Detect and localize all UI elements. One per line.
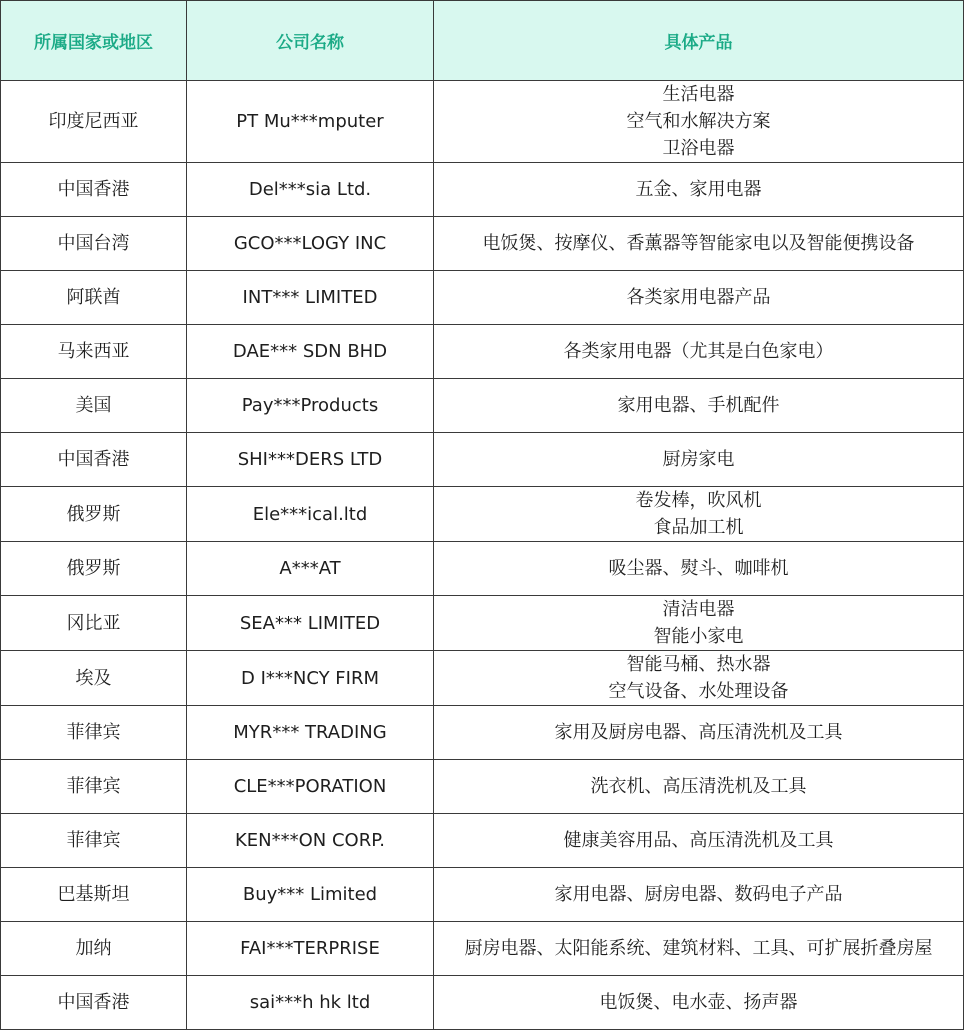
product-line: 吸尘器、熨斗、咖啡机 [608,558,789,579]
product-line: 电饭煲、按摩仪、香薰器等智能家电以及智能便携设备 [482,233,915,254]
table-row [1,868,964,922]
region-cell: 菲律宾 [1,706,187,760]
table-row [1,651,964,706]
products-cell [434,217,964,271]
products-cell [434,976,964,1030]
company-cell: SEA*** LIMITED [187,596,434,651]
product-line: 空气设备、水处理设备 [608,681,789,702]
region-cell: 菲律宾 [1,814,187,868]
company-cell: Buy*** Limited [187,868,434,922]
product-line: 清洁电器 [662,599,735,620]
products-cell [434,433,964,487]
table-row [1,81,964,163]
product-line: 厨房电器、太阳能系统、建筑材料、工具、可扩展折叠房屋 [464,938,933,959]
company-cell: KEN***ON CORP. [187,814,434,868]
products-cell [434,651,964,706]
product-line: 各类家用电器（尤其是白色家电） [563,341,834,362]
header-products: 具体产品 [434,1,964,81]
company-cell: Pay***Products [187,379,434,433]
product-line: 各类家用电器产品 [626,287,771,308]
products-cell [434,325,964,379]
product-line: 空气和水解决方案 [626,111,771,132]
region-cell: 埃及 [1,651,187,706]
company-cell: MYR*** TRADING [187,706,434,760]
table-row [1,706,964,760]
table-row [1,487,964,542]
products-cell [434,271,964,325]
products-cell [434,487,964,542]
company-cell: A***AT [187,542,434,596]
product-line: 生活电器 [662,84,735,105]
company-cell: DAE*** SDN BHD [187,325,434,379]
company-cell: Del***sia Ltd. [187,163,434,217]
products-cell [434,706,964,760]
region-cell: 美国 [1,379,187,433]
products-cell [434,868,964,922]
region-cell: 菲律宾 [1,760,187,814]
company-cell: Ele***ical.ltd [187,487,434,542]
product-line: 厨房家电 [662,449,735,470]
product-line: 电饭煲、电水壶、扬声器 [599,992,798,1013]
company-cell: CLE***PORATION [187,760,434,814]
table-row [1,163,964,217]
table-header [1,1,964,81]
region-cell: 马来西亚 [1,325,187,379]
product-line: 健康美容用品、高压清洗机及工具 [563,830,834,851]
product-line: 家用电器、厨房电器、数码电子产品 [554,884,843,905]
table-body [1,81,964,1030]
table-row [1,325,964,379]
region-cell: 加纳 [1,922,187,976]
product-line: 智能马桶、热水器 [626,654,771,675]
table-row [1,542,964,596]
product-line: 洗衣机、高压清洗机及工具 [590,776,807,797]
products-cell [434,760,964,814]
company-cell: FAI***TERPRISE [187,922,434,976]
product-line: 家用及厨房电器、高压清洗机及工具 [554,722,843,743]
region-cell: 巴基斯坦 [1,868,187,922]
products-cell [434,81,964,163]
region-cell: 印度尼西亚 [1,81,187,163]
table-row [1,379,964,433]
products-cell [434,163,964,217]
table-row [1,596,964,651]
table-row [1,814,964,868]
table-row [1,271,964,325]
header-region: 所属国家或地区 [1,1,187,81]
region-cell: 中国香港 [1,433,187,487]
table-row [1,760,964,814]
region-cell: 中国香港 [1,976,187,1030]
region-cell: 俄罗斯 [1,542,187,596]
table-row [1,217,964,271]
table-row [1,922,964,976]
region-cell: 中国香港 [1,163,187,217]
region-cell: 阿联酋 [1,271,187,325]
product-line: 家用电器、手机配件 [617,395,780,416]
region-cell: 中国台湾 [1,217,187,271]
products-cell [434,596,964,651]
product-line: 智能小家电 [653,626,744,647]
company-cell: D I***NCY FIRM [187,651,434,706]
products-cell [434,379,964,433]
table-row [1,976,964,1030]
header-row [1,1,964,81]
region-cell: 俄罗斯 [1,487,187,542]
products-cell [434,814,964,868]
company-cell: PT Mu***mputer [187,81,434,163]
product-line: 卫浴电器 [662,138,735,159]
company-cell: INT*** LIMITED [187,271,434,325]
products-cell [434,542,964,596]
header-company: 公司名称 [187,1,434,81]
company-cell: SHI***DERS LTD [187,433,434,487]
product-line: 卷发棒，吹风机 [635,490,762,511]
product-line: 食品加工机 [653,517,744,538]
company-cell: GCO***LOGY INC [187,217,434,271]
products-cell [434,922,964,976]
table-row [1,433,964,487]
region-cell: 冈比亚 [1,596,187,651]
company-cell: sai***h hk ltd [187,976,434,1030]
product-line: 五金、家用电器 [635,179,762,200]
